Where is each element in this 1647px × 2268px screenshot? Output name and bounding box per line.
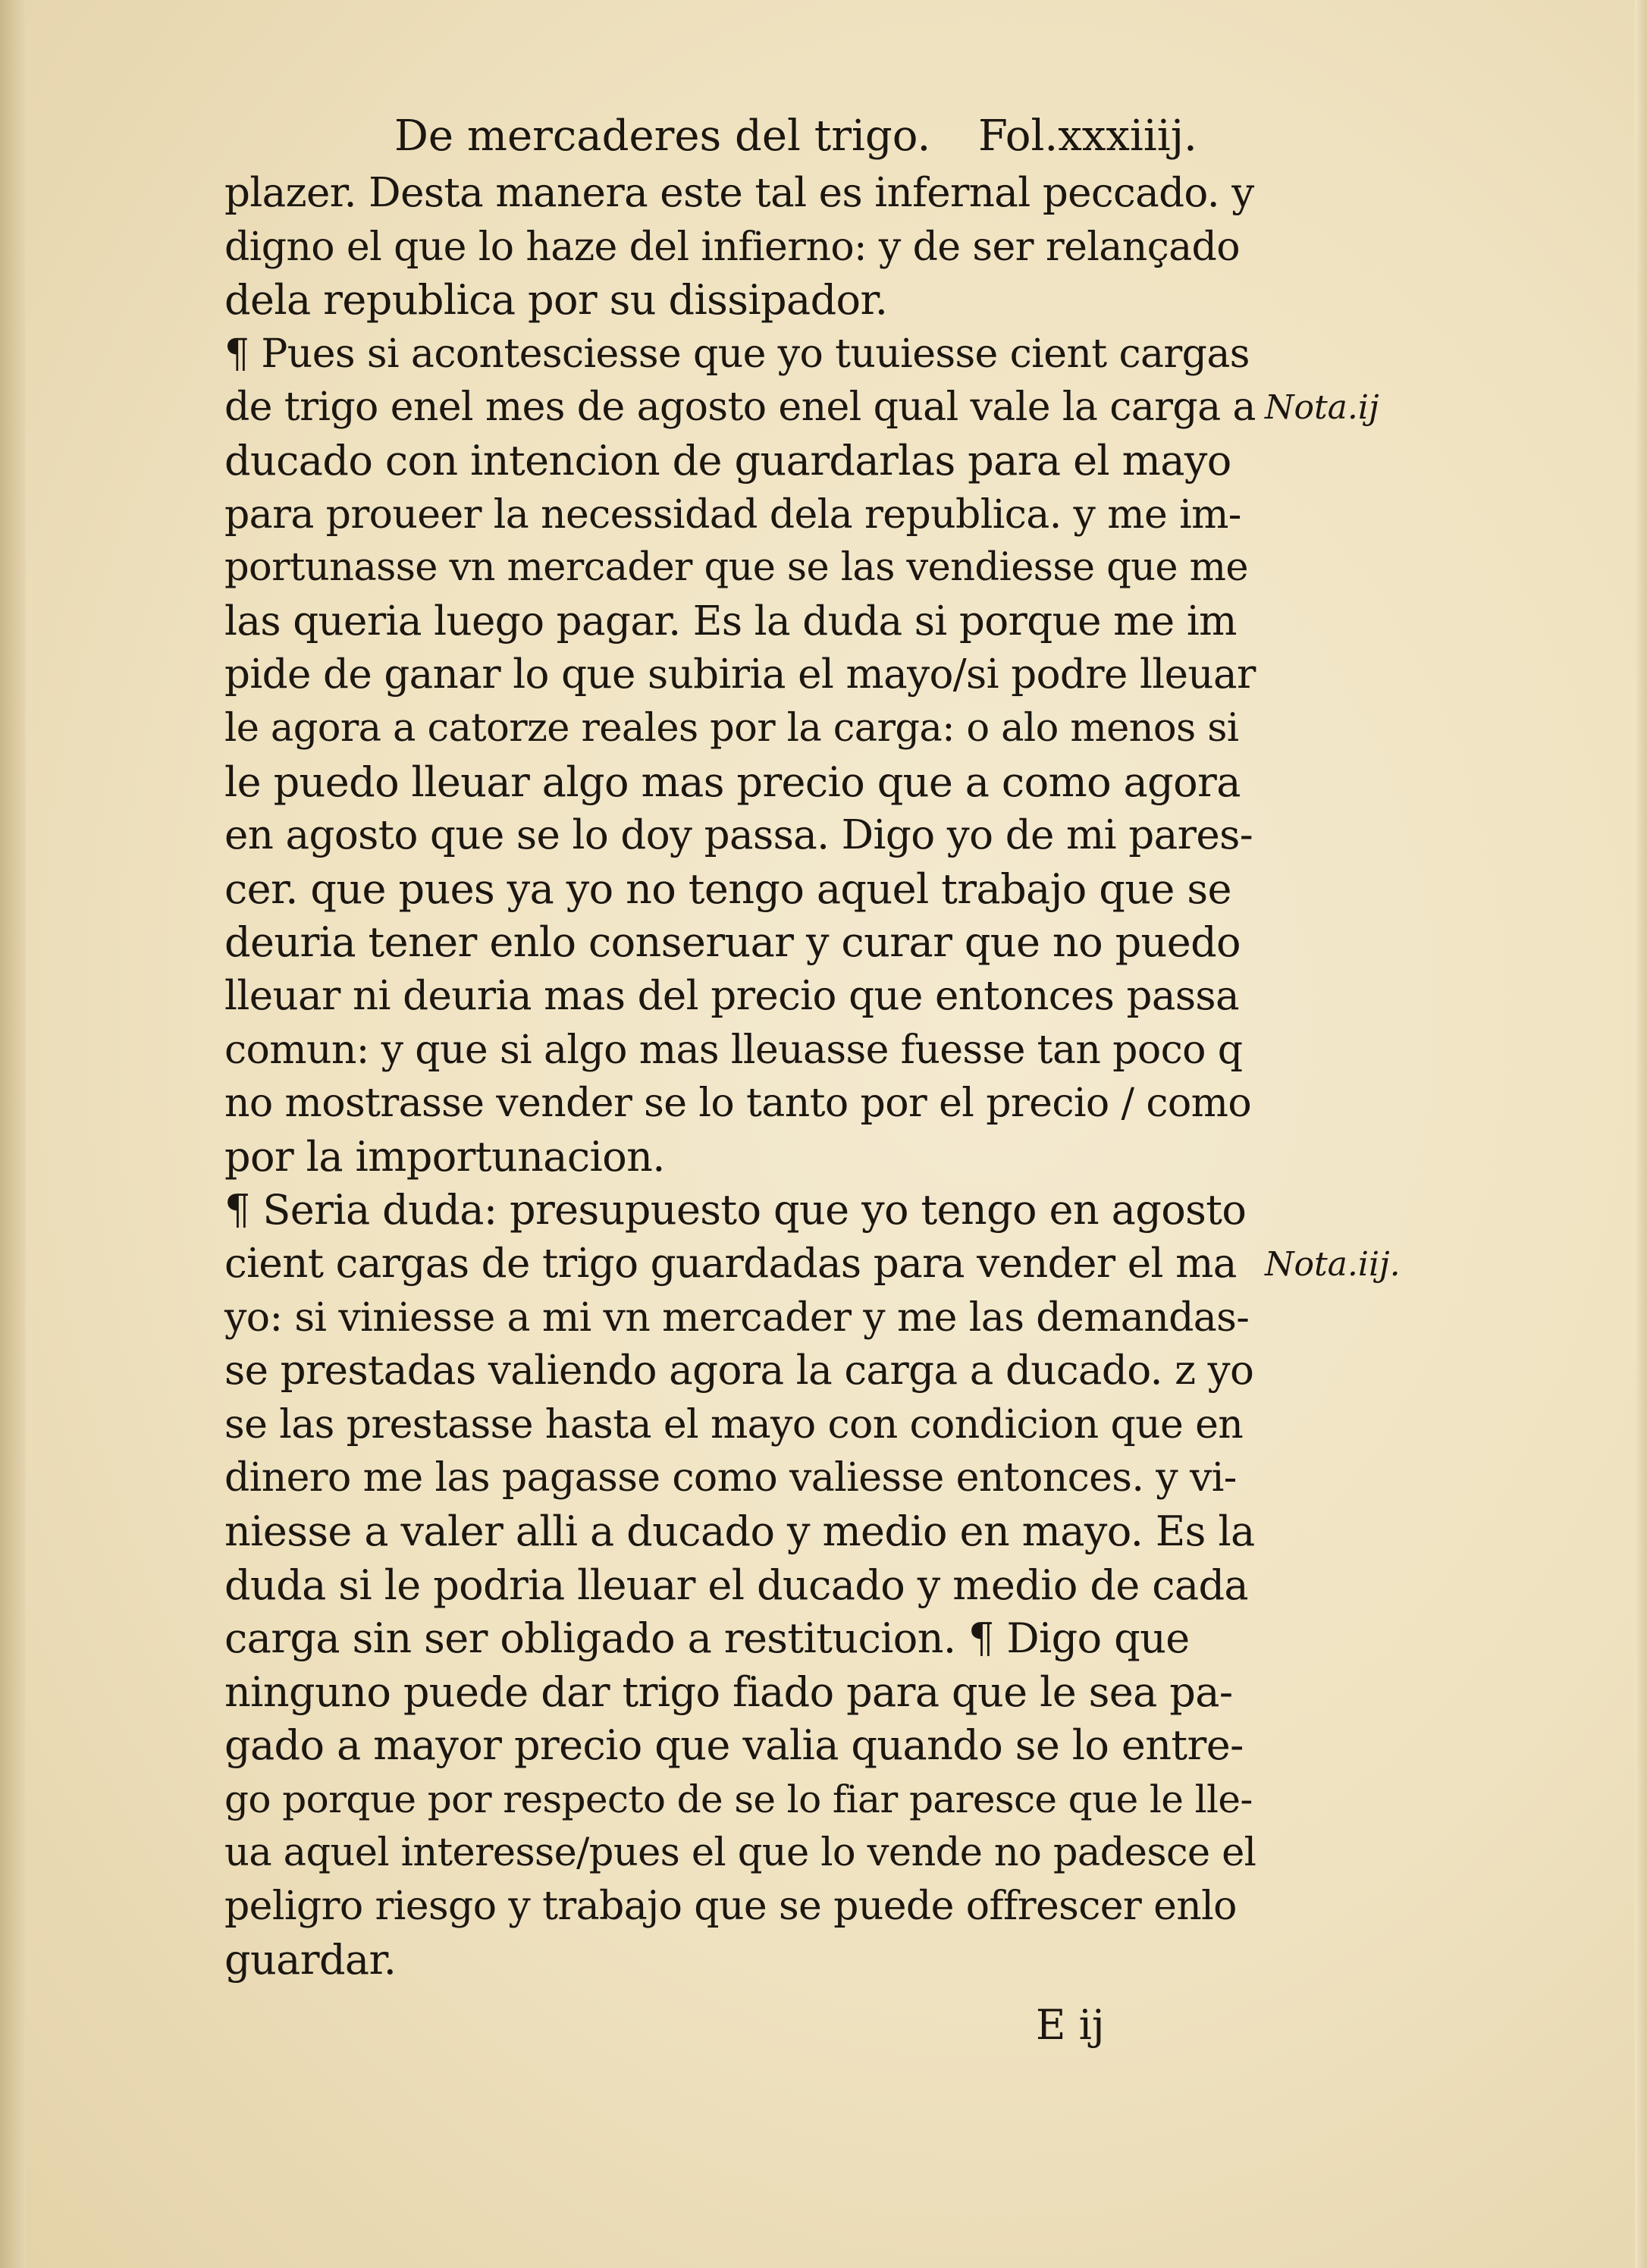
text-line: de trigo enel mes de agosto enel qual vale la carga a — [224, 384, 1256, 431]
text-line: niesse a valer alli a ducado y medio en mayo. Es la — [224, 1507, 1255, 1555]
text-line: gado a mayor precio que valia quando se lo entre- — [224, 1721, 1244, 1770]
text-line: ¶ Seria duda: presupuesto que yo tengo en agosto — [224, 1186, 1247, 1234]
folio-number: Fol.xxxiiij. — [978, 111, 1197, 161]
text-line: le agora a catorze reales por la carga: o alo menos si — [224, 706, 1239, 751]
signature-mark: E ij — [1036, 2001, 1105, 2049]
text-line: carga sin ser obligado a restitucion. ¶ Digo que — [224, 1614, 1190, 1663]
margin-note: Nota.ij — [1265, 388, 1379, 428]
text-line: ninguno puede dar trigo fiado para que le sea pa- — [224, 1667, 1233, 1716]
text-line: se prestadas valiendo agora la carga a ducado. z yo — [224, 1347, 1254, 1394]
text-line: dinero me las pagasse como valiesse entonces. y vi- — [224, 1455, 1237, 1501]
margin-note: Nota.iij. — [1265, 1245, 1401, 1284]
text-line: deuria tener enlo conseruar y curar que no puedo — [224, 918, 1241, 967]
page-header — [394, 106, 1266, 167]
text-line: en agosto que se lo doy passa. Digo yo de mi pares- — [224, 812, 1253, 859]
text-line: digno el que lo haze del infierno: y de ser relançado — [224, 224, 1240, 270]
text-line: plazer. Desta manera este tal es infernal peccado. y — [224, 170, 1254, 216]
running-title: De mercaderes del trigo. — [394, 111, 931, 161]
text-line: le puedo lleuar algo mas precio que a como agora — [224, 758, 1241, 806]
text-line: se las prestasse hasta el mayo con condicion que en — [224, 1401, 1244, 1448]
text-line: ¶ Pues si acontesciesse que yo tuuiesse cient cargas — [224, 331, 1250, 377]
text-line: ua aquel interesse/pues el que lo vende no padesce el — [224, 1830, 1256, 1875]
text-line: por la importunacion. — [224, 1132, 665, 1181]
text-line: yo: si viniesse a mi vn mercader y me las demandas- — [224, 1294, 1250, 1341]
text-line: pide de ganar lo que subiria el mayo/si podre lleuar — [224, 651, 1256, 698]
text-line: ducado con intencion de guardarlas para el mayo — [224, 437, 1231, 485]
text-line: lleuar ni deuria mas del precio que entonces passa — [224, 973, 1240, 1019]
text-line: dela republica por su dissipador. — [224, 276, 888, 325]
text-line: guardar. — [224, 1935, 397, 1984]
text-line: duda si le podria lleuar el ducado y medio de cada — [224, 1561, 1249, 1609]
text-line: para proueer la necessidad dela republica. y me im- — [224, 491, 1241, 538]
text-line: peligro riesgo y trabajo que se puede offrescer enlo — [224, 1884, 1237, 1930]
text-line: las queria luego pagar. Es la duda si porque me im — [224, 598, 1237, 645]
text-line: comun: y que si algo mas lleuasse fuesse tan poco q — [224, 1027, 1243, 1073]
text-line: no mostrasse vender se lo tanto por el precio / como — [224, 1081, 1252, 1127]
text-line: portunasse vn mercader que se las vendiesse que me — [224, 545, 1248, 591]
text-line: cient cargas de trigo guardadas para vender el ma — [224, 1241, 1237, 1287]
text-line: cer. que pues ya yo no tengo aquel trabajo que se — [224, 864, 1231, 913]
text-line: go porque por respecto de se lo fiar paresce que le lle- — [224, 1777, 1253, 1821]
